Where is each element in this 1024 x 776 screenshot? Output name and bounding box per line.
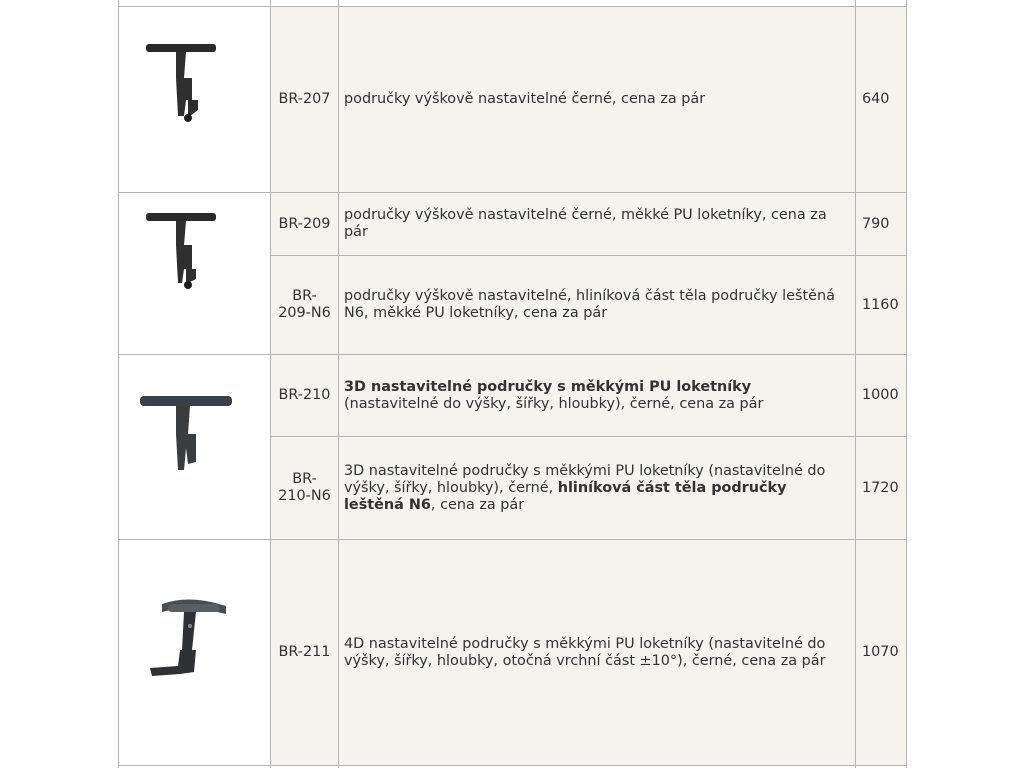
product-price: 1000	[856, 355, 906, 436]
table-border	[338, 0, 339, 768]
table-border	[855, 0, 856, 768]
table-border	[118, 0, 119, 768]
product-price: 640	[856, 7, 906, 192]
product-description: područky výškově nastavitelné, hliníková část těla područky leštěná N6, měkké PU loketníky, cena za pár	[339, 256, 855, 354]
product-price: 1070	[856, 540, 906, 765]
product-description	[339, 355, 855, 436]
product-description: područky výškově nastavitelné černé, cena za pár	[339, 7, 855, 192]
table-border	[118, 6, 907, 7]
product-code: BR-211	[271, 540, 338, 765]
product-description: 4D nastavitelné područky s měkkými PU loketníky (nastavitelné do výšky, šířky, hloubky, otočná vrchní část ±10°), černé, cena za pár	[339, 540, 855, 765]
product-description: područky výškově nastavitelné černé, měkké PU loketníky, cena za pár	[339, 193, 855, 255]
table-border	[118, 539, 907, 540]
product-price: 1160	[856, 256, 906, 354]
armrest-br-211-icon	[140, 590, 235, 685]
armrest-br-210-icon	[134, 372, 239, 482]
table-border	[270, 436, 907, 437]
product-code-line: BR-	[292, 471, 317, 487]
product-code-line: 210-N6	[278, 488, 331, 504]
product-description-bold: hliníková část těla područky leštěná N6	[344, 479, 787, 513]
product-price: 790	[856, 193, 906, 255]
product-code	[271, 256, 338, 354]
table-border	[270, 255, 907, 256]
product-price: 1720	[856, 437, 906, 539]
product-code: BR-210	[271, 355, 338, 436]
armrest-br-207-icon	[140, 38, 220, 128]
product-code	[271, 437, 338, 539]
table-border	[118, 765, 907, 766]
table-border	[118, 192, 907, 193]
product-description-text: 3D nastavitelné područky s měkkými PU loketníky (nastavitelné do výšky, šířky, hloubky), černé,	[344, 462, 826, 496]
product-description-bold: 3D nastavitelné područky s měkkými PU loketníky	[344, 378, 752, 395]
table-border	[906, 0, 907, 768]
table-border	[118, 354, 907, 355]
armrest-br-209-icon	[140, 205, 220, 295]
product-description-text: (nastavitelné do výšky, šířky, hloubky), černé, cena za pár	[344, 395, 764, 412]
product-code: BR-209	[271, 193, 338, 255]
product-code: BR-207	[271, 7, 338, 192]
product-description	[339, 437, 855, 539]
table-border	[270, 0, 271, 768]
product-description-text: , cena za pár	[430, 496, 525, 513]
product-code-line: BR-	[292, 288, 317, 304]
product-code-line: 209-N6	[278, 305, 331, 321]
